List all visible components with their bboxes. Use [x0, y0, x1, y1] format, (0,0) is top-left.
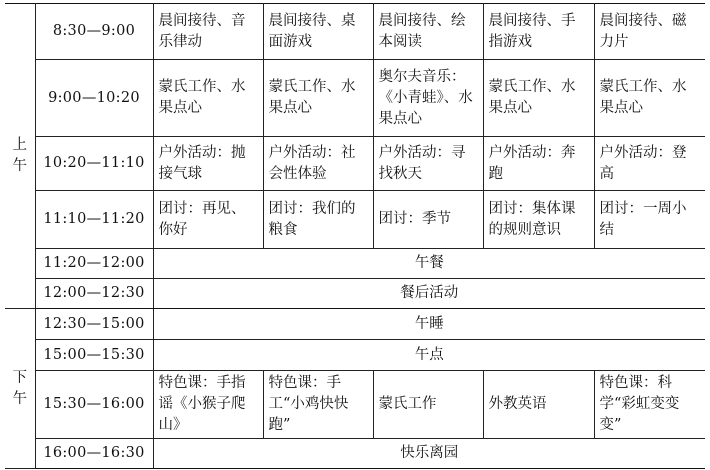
activity-cell: 团讨：我们的粮食 [263, 191, 373, 249]
activity-cell: 团讨：集体课的规则意识 [483, 191, 594, 249]
time-cell: 12:00—12:30 [35, 279, 153, 309]
schedule-container [5, 3, 705, 469]
activity-cell: 团讨：季节 [373, 191, 483, 249]
table-row [5, 340, 705, 371]
activity-cell: 特色课：手指谣《小猴子爬山》 [153, 371, 263, 439]
merged-activity-cell: 午睡 [153, 309, 705, 340]
time-cell: 16:00—16:30 [35, 439, 153, 469]
activity-cell: 团讨：一周小结 [594, 191, 705, 249]
time-cell: 10:20—11:10 [35, 137, 153, 191]
merged-activity-cell: 餐后活动 [153, 279, 705, 309]
table-row [5, 439, 705, 469]
time-cell: 8:30—9:00 [35, 4, 153, 60]
period-morning-char-1: 上 [12, 137, 27, 153]
time-cell: 15:30—16:00 [35, 371, 153, 439]
activity-cell: 蒙氏工作、水果点心 [483, 60, 594, 137]
activity-cell: 晨间接待、音乐律动 [153, 4, 263, 60]
period-afternoon-char-2: 午 [12, 390, 27, 407]
activity-cell: 户外活动：寻找秋天 [373, 137, 483, 191]
merged-activity-cell: 午餐 [153, 249, 705, 279]
activity-cell: 蒙氏工作、水果点心 [263, 60, 373, 137]
activity-cell: 晨间接待、绘本阅读 [373, 4, 483, 60]
time-cell: 9:00—10:20 [35, 60, 153, 137]
activity-cell: 晨间接待、手指游戏 [483, 4, 594, 60]
activity-cell: 特色课：科学“彩虹变变变” [594, 371, 705, 439]
activity-cell: 特色课：手工“小鸡快快跑” [263, 371, 373, 439]
table-row [5, 137, 705, 191]
time-cell: 11:10—11:20 [35, 191, 153, 249]
time-cell: 11:20—12:00 [35, 249, 153, 279]
table-row [5, 309, 705, 340]
table-row [5, 191, 705, 249]
activity-cell: 晨间接待、桌面游戏 [263, 4, 373, 60]
time-cell: 12:30—15:00 [35, 309, 153, 340]
period-afternoon-char-1: 下 [12, 369, 27, 386]
period-afternoon [5, 309, 35, 469]
table-row [5, 371, 705, 439]
daily-schedule-table [5, 3, 705, 469]
period-morning-char-2: 午 [12, 158, 27, 174]
table-row [5, 4, 705, 60]
time-cell: 15:00—15:30 [35, 340, 153, 371]
activity-cell: 户外活动：抛接气球 [153, 137, 263, 191]
activity-cell: 奥尔夫音乐：《小青蛙》、水果点心 [373, 60, 483, 137]
merged-activity-cell: 快乐离园 [153, 439, 705, 469]
table-row [5, 279, 705, 309]
period-morning [5, 4, 35, 309]
activity-cell: 团讨：再见、你好 [153, 191, 263, 249]
activity-cell: 户外活动：社会性体验 [263, 137, 373, 191]
activity-cell: 户外活动：登高 [594, 137, 705, 191]
merged-activity-cell: 午点 [153, 340, 705, 371]
table-row [5, 249, 705, 279]
activity-cell: 户外活动：奔跑 [483, 137, 594, 191]
activity-cell: 晨间接待、磁力片 [594, 4, 705, 60]
table-row [5, 60, 705, 137]
activity-cell: 外教英语 [483, 371, 594, 439]
activity-cell: 蒙氏工作、水果点心 [153, 60, 263, 137]
activity-cell: 蒙氏工作 [373, 371, 483, 439]
activity-cell: 蒙氏工作、水果点心 [594, 60, 705, 137]
